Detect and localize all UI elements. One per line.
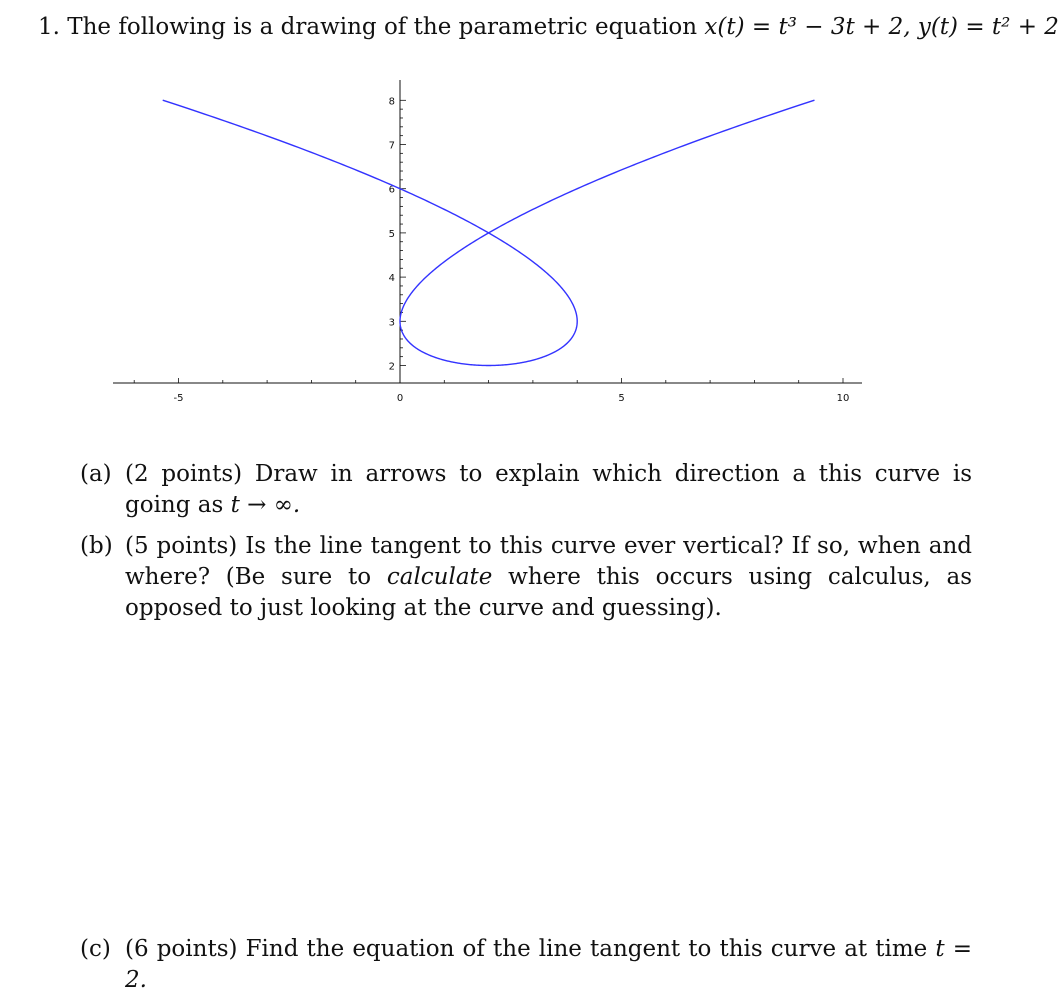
part-c-math: t = 2. (125, 936, 973, 993)
part-c-text: Find the equation of the line tangent to this curve at time (245, 936, 928, 962)
y-tick-label: 3 (388, 317, 395, 329)
part-b-points: (5 points) (125, 533, 238, 559)
y-tick-label: 4 (388, 273, 395, 285)
y-tick-label: 5 (388, 228, 395, 240)
part-b-text2: where this occurs using calculus, as opposed to just looking at the curve and guessing). (125, 564, 973, 621)
x-tick-label: 0 (396, 393, 404, 404)
parametric-plot (0, 0, 1024, 420)
problem-intro: The following is a drawing of the parametric equation (67, 14, 698, 40)
part-c-points: (6 points) (125, 936, 238, 962)
part-a (80, 459, 972, 521)
part-b (80, 531, 972, 624)
parametric-curve (163, 100, 815, 365)
part-c-label: (c) (80, 936, 111, 962)
part-a-points: (2 points) (125, 461, 243, 487)
part-a-label: (a) (80, 461, 112, 487)
x-tick-label: 10 (836, 393, 850, 404)
tick-labels (174, 96, 850, 404)
part-c (80, 934, 972, 996)
part-b-text1: Is the line tangent to this curve ever vertical? If so, when and where? (Be sure to (125, 533, 972, 590)
y-tick-label: 2 (388, 361, 395, 373)
x-tick-label: -5 (173, 393, 184, 404)
y-tick-label: 6 (388, 184, 395, 196)
tick-marks (134, 100, 843, 383)
problem-number: 1. (38, 14, 60, 40)
part-b-emphasis: calculate (386, 564, 493, 590)
part-a-text: Draw in arrows to explain which direction a this curve is going as (125, 461, 972, 518)
x-tick-label: 5 (618, 393, 625, 404)
y-tick-label: 8 (388, 96, 395, 108)
part-b-label: (b) (80, 533, 113, 559)
part-a-math: t → ∞. (230, 492, 301, 518)
y-tick-label: 7 (388, 140, 395, 152)
x-equation: x(t) = t³ − 3t + 2, (704, 14, 911, 40)
y-equation: y(t) = t² + 2 (917, 14, 1059, 40)
